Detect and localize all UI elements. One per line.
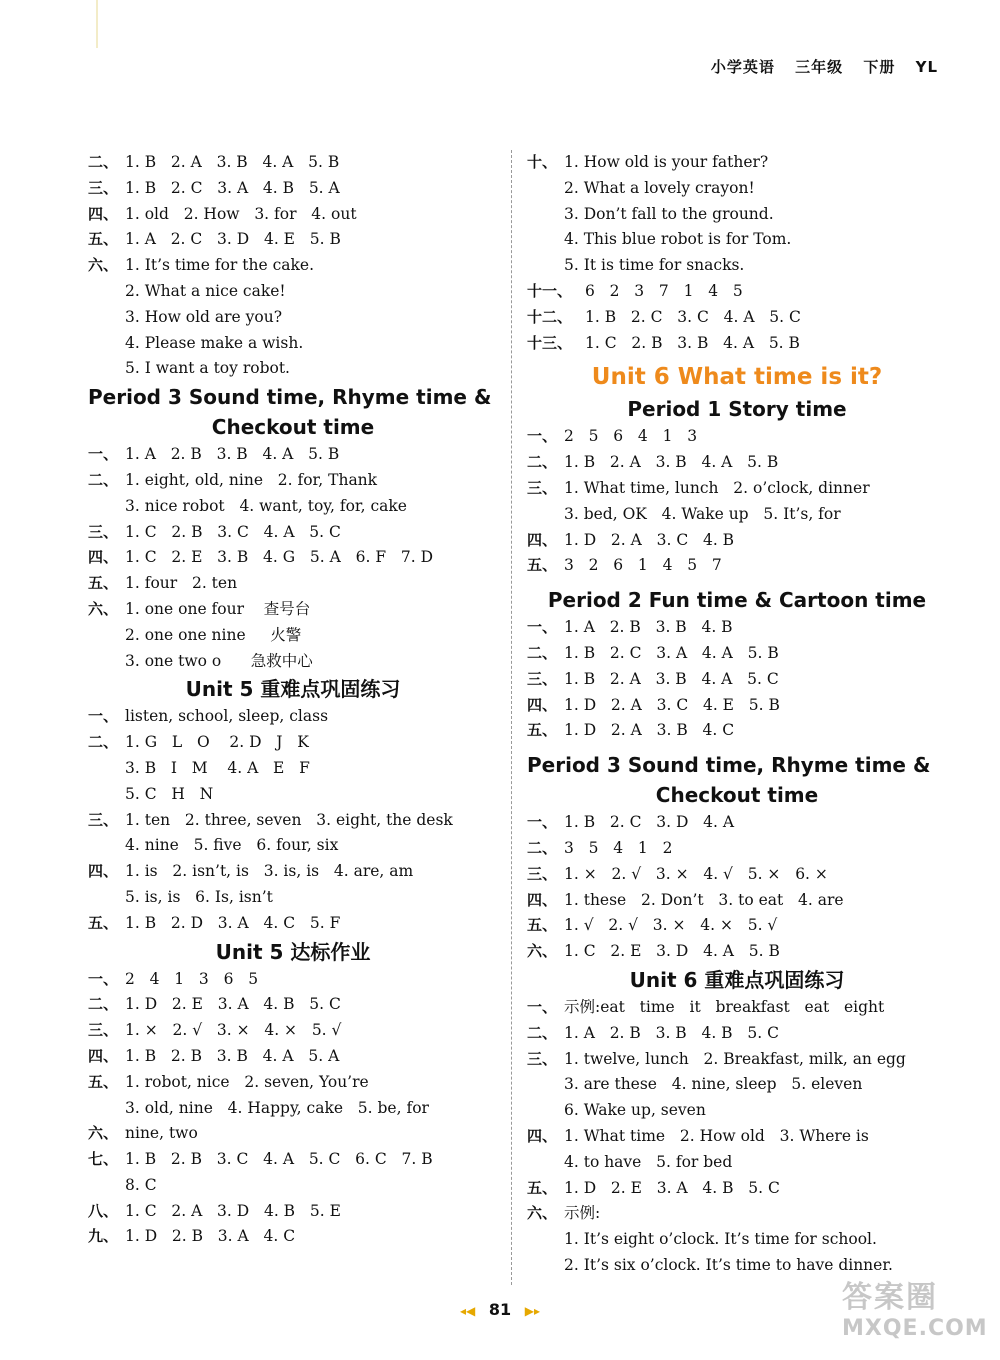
question-number: 五、 xyxy=(527,916,558,935)
answer-text: 3 2 6 1 4 5 7 xyxy=(564,556,722,575)
answer-text: 2 4 1 3 6 5 xyxy=(125,969,259,988)
answer-text: 1. A 2. B 3. B 4. B xyxy=(564,618,733,637)
answer-line xyxy=(88,150,498,176)
answer-line xyxy=(88,1224,498,1250)
answer-text: 3 5 4 1 2 xyxy=(564,838,673,857)
answer-line: 4. This blue robot is for Tom. xyxy=(564,230,792,249)
answer-text: 1. B 2. A 3. B 4. A 5. B xyxy=(125,153,340,171)
question-number: 一、 xyxy=(527,813,558,832)
answer-text: 1. B 2. A 3. B 4. A 5. C xyxy=(564,669,779,688)
answer-line: 1. It’s eight o’clock. It’s time for school. xyxy=(564,1230,877,1249)
answer-text: 1. these 2. Don’t 3. to eat 4. are xyxy=(564,890,844,909)
answer-text: 1. B 2. D 3. A 4. C 5. F xyxy=(125,913,341,932)
answer-text: 1. × 2. √ 3. × 4. × 5. √ xyxy=(125,1021,342,1040)
answer-line: 3. one two o 急救中心 xyxy=(125,651,313,670)
answer-line xyxy=(527,667,947,693)
question-number: 四、 xyxy=(88,862,119,881)
answer-line xyxy=(527,150,947,176)
answer-line: 3. are these 4. nine, sleep 5. eleven xyxy=(564,1075,863,1094)
question-number: 五、 xyxy=(88,574,119,593)
answer-text: 示例:eat time it breakfast eat eight xyxy=(564,997,885,1016)
header-subject: 小学英语 xyxy=(710,58,775,76)
answer-line xyxy=(88,227,498,253)
answer-text: 1. B 2. C 3. A 4. A 5. B xyxy=(564,643,779,662)
question-number: 二、 xyxy=(527,838,558,857)
page-header xyxy=(697,56,938,77)
answer-line xyxy=(88,1121,498,1147)
answer-line xyxy=(527,888,947,914)
answer-line xyxy=(88,730,498,756)
question-number: 五、 xyxy=(527,1178,558,1197)
question-number: 四、 xyxy=(527,530,558,549)
answer-line: 5. I want a toy robot. xyxy=(125,359,290,378)
answer-line xyxy=(527,1201,947,1227)
question-number: 五、 xyxy=(88,913,119,932)
answer-line xyxy=(527,450,947,476)
answer-line: 4. nine 5. five 6. four, six xyxy=(125,836,339,855)
question-number: 一、 xyxy=(88,445,119,464)
question-number: 五、 xyxy=(88,230,119,249)
page-number: 81 xyxy=(488,1300,512,1319)
question-number: 五、 xyxy=(527,556,558,575)
answer-line: 2. one one nine 火警 xyxy=(125,625,302,644)
question-number: 一、 xyxy=(527,427,558,446)
question-number: 三、 xyxy=(88,178,119,197)
column-divider xyxy=(511,150,512,1285)
answer-text: 1. B 2. C 3. C 4. A 5. C xyxy=(585,307,801,326)
answer-text: 1. four 2. ten xyxy=(125,574,238,593)
question-number: 三、 xyxy=(88,810,119,829)
answer-line xyxy=(88,704,498,730)
answer-line xyxy=(527,476,947,502)
answer-text: 1. C 2. E 3. D 4. A 5. B xyxy=(564,942,780,961)
answer-text: 1. It’s time for the cake. xyxy=(125,256,314,275)
right-column xyxy=(527,150,947,1279)
answer-line: 2. What a nice cake! xyxy=(125,281,286,300)
answer-line xyxy=(527,279,947,305)
answer-text: 6 2 3 7 1 4 5 xyxy=(585,281,743,300)
top-left-rule xyxy=(96,0,98,48)
answer-text: 1. B 2. B 3. C 4. A 5. C 6. C 7. B xyxy=(125,1150,433,1169)
answer-text: 1. C 2. B 3. B 4. A 5. B xyxy=(585,333,800,352)
question-number: 六、 xyxy=(527,942,558,961)
question-number: 六、 xyxy=(88,599,119,618)
answer-line xyxy=(527,939,947,965)
answer-text: 1. What time 2. How old 3. Where is xyxy=(564,1126,869,1145)
answer-line xyxy=(88,1147,498,1173)
answer-line xyxy=(88,545,498,571)
answer-text: 示例: xyxy=(564,1204,601,1223)
answer-line xyxy=(88,1199,498,1225)
question-number: 一、 xyxy=(527,997,558,1016)
unit-heading: Unit 6 What time is it? xyxy=(591,364,883,391)
section-title: Checkout time xyxy=(655,783,819,808)
question-number: 二、 xyxy=(88,470,119,489)
question-number: 二、 xyxy=(527,643,558,662)
question-number: 四、 xyxy=(527,1126,558,1145)
answer-text: 1. C 2. B 3. C 4. A 5. C xyxy=(125,522,341,541)
question-number: 三、 xyxy=(527,478,558,497)
answer-text: 1. robot, nice 2. seven, You’re xyxy=(125,1072,369,1091)
watermark-line1: 答案圈 xyxy=(842,1280,938,1315)
answer-line xyxy=(527,1021,947,1047)
watermark-logo xyxy=(842,1272,992,1350)
answer-line xyxy=(88,859,498,885)
answer-line xyxy=(527,913,947,939)
question-number: 一、 xyxy=(527,618,558,637)
question-number: 六、 xyxy=(88,1124,119,1143)
answer-line xyxy=(88,597,498,623)
question-number: 二、 xyxy=(527,1023,558,1042)
answer-line xyxy=(88,176,498,202)
answer-text: 2 5 6 4 1 3 xyxy=(564,427,698,446)
answer-text: nine, two xyxy=(125,1124,198,1143)
answer-line xyxy=(527,995,947,1021)
answer-text: 1. A 2. C 3. D 4. E 5. B xyxy=(125,230,341,249)
answer-text: 1. old 2. How 3. for 4. out xyxy=(125,204,357,223)
answer-line xyxy=(527,331,947,357)
question-number: 四、 xyxy=(88,204,119,223)
answer-line xyxy=(527,1176,947,1202)
question-number: 六、 xyxy=(527,1204,558,1223)
answer-text: 1. G L O 2. D J K xyxy=(125,733,309,752)
header-edition: YL xyxy=(915,58,938,76)
answer-line xyxy=(527,528,947,554)
answer-line xyxy=(88,442,498,468)
watermark-line2: MXQE.COM xyxy=(842,1316,988,1341)
answer-line: 3. old, nine 4. Happy, cake 5. be, for xyxy=(125,1098,429,1117)
question-number: 三、 xyxy=(527,864,558,883)
answer-text: 1. √ 2. √ 3. × 4. × 5. √ xyxy=(564,916,778,935)
header-volume: 下册 xyxy=(863,58,896,76)
question-number: 一、 xyxy=(88,707,119,726)
section-title: Checkout time xyxy=(211,415,375,440)
section-title: Period 3 Sound time, Rhyme time & xyxy=(527,753,931,778)
section-title: Period 2 Fun time & Cartoon time xyxy=(547,588,927,613)
answer-line xyxy=(88,468,498,494)
answer-text: 1. B 2. C 3. D 4. A xyxy=(564,813,735,832)
answer-line xyxy=(88,911,498,937)
answer-text: 1. D 2. B 3. A 4. C xyxy=(125,1227,296,1246)
question-number: 十二、 xyxy=(527,307,573,326)
answer-line: 8. C xyxy=(125,1175,157,1194)
answer-text: 1. ten 2. three, seven 3. eight, the desk xyxy=(125,810,453,829)
answer-line: 5. It is time for snacks. xyxy=(564,256,745,275)
answer-text: 1. B 2. B 3. B 4. A 5. A xyxy=(125,1046,340,1065)
answer-line xyxy=(88,520,498,546)
question-number: 十一、 xyxy=(527,281,573,300)
question-number: 五、 xyxy=(527,721,558,740)
answer-text: 1. A 2. B 3. B 4. B 5. C xyxy=(564,1023,779,1042)
question-number: 一、 xyxy=(88,969,119,988)
question-number: 四、 xyxy=(527,695,558,714)
question-number: 三、 xyxy=(527,1049,558,1068)
answer-line: 3. Don’t fall to the ground. xyxy=(564,204,774,223)
answer-line xyxy=(88,1044,498,1070)
question-number: 二、 xyxy=(527,453,558,472)
answer-text: 1. A 2. B 3. B 4. A 5. B xyxy=(125,445,340,464)
answer-text: 1. D 2. A 3. C 4. B xyxy=(564,530,735,549)
answer-text: 1. D 2. A 3. C 4. E 5. B xyxy=(564,695,780,714)
question-number: 十三、 xyxy=(527,333,573,352)
answer-line: 5. is, is 6. Is, isn’t xyxy=(125,887,273,906)
answer-line xyxy=(527,1047,947,1073)
answer-line xyxy=(527,836,947,862)
answer-text: 1. is 2. isn’t, is 3. is, is 4. are, am xyxy=(125,862,414,881)
answer-text: 1. twelve, lunch 2. Breakfast, milk, an egg xyxy=(564,1049,906,1068)
answer-line xyxy=(527,1124,947,1150)
answer-text: 1. D 2. E 3. A 4. B 5. C xyxy=(125,995,341,1014)
question-number: 八、 xyxy=(88,1201,119,1220)
answer-line: 3. bed, OK 4. Wake up 5. It’s, for xyxy=(564,504,841,523)
section-title: Period 3 Sound time, Rhyme time & xyxy=(88,385,492,410)
question-number: 四、 xyxy=(527,890,558,909)
answer-line xyxy=(88,253,498,279)
prev-page-icon[interactable]: ◂◀ xyxy=(460,1304,476,1318)
answer-text: listen, school, sleep, class xyxy=(125,707,329,726)
answer-line: 4. to have 5. for bed xyxy=(564,1152,733,1171)
answer-line xyxy=(527,862,947,888)
answer-line xyxy=(88,967,498,993)
answer-text: 1. C 2. E 3. B 4. G 5. A 6. F 7. D xyxy=(125,548,434,567)
answer-text: 1. What time, lunch 2. o’clock, dinner xyxy=(564,478,870,497)
question-number: 二、 xyxy=(88,733,119,752)
answer-line xyxy=(527,553,947,579)
question-number: 二、 xyxy=(88,995,119,1014)
answer-line: 3. nice robot 4. want, toy, for, cake xyxy=(125,496,407,515)
answer-line xyxy=(527,641,947,667)
answer-line xyxy=(88,571,498,597)
section-title: Unit 5 重难点巩固练习 xyxy=(185,677,401,702)
section-title: Unit 6 重难点巩固练习 xyxy=(629,967,845,992)
section-title: Period 1 Story time xyxy=(627,397,847,422)
answer-line: 2. It’s six o’clock. It’s time to have dinner. xyxy=(564,1255,893,1274)
answer-line: 5. C H N xyxy=(125,784,214,803)
answer-text: 1. one one four 查号台 xyxy=(125,599,311,618)
answer-line: 3. B I M 4. A E F xyxy=(125,758,310,777)
answer-line: 6. Wake up, seven xyxy=(564,1101,706,1120)
answer-line: 3. How old are you? xyxy=(125,307,283,326)
question-number: 六、 xyxy=(88,256,119,275)
question-number: 三、 xyxy=(527,669,558,688)
answer-text: 1. C 2. A 3. D 4. B 5. E xyxy=(125,1201,341,1220)
question-number: 三、 xyxy=(88,1021,119,1040)
answer-line xyxy=(527,305,947,331)
answer-text: 1. D 2. E 3. A 4. B 5. C xyxy=(564,1178,780,1197)
header-grade: 三年级 xyxy=(795,58,844,76)
answer-line xyxy=(527,718,947,744)
answer-line xyxy=(527,693,947,719)
answer-text: 1. B 2. A 3. B 4. A 5. B xyxy=(564,453,779,472)
answer-line xyxy=(88,202,498,228)
question-number: 九、 xyxy=(88,1227,119,1246)
question-number: 十、 xyxy=(527,153,558,171)
question-number: 四、 xyxy=(88,548,119,567)
answer-line xyxy=(88,1018,498,1044)
question-number: 四、 xyxy=(88,1046,119,1065)
answer-line xyxy=(88,808,498,834)
question-number: 五、 xyxy=(88,1072,119,1091)
answer-line xyxy=(88,1070,498,1096)
answer-text: 1. How old is your father? xyxy=(564,153,769,171)
answer-text: 1. D 2. A 3. B 4. C xyxy=(564,721,735,740)
answer-text: 1. × 2. √ 3. × 4. √ 5. × 6. × xyxy=(564,864,828,883)
left-column xyxy=(88,150,498,1250)
answer-line xyxy=(88,992,498,1018)
answer-text: 1. eight, old, nine 2. for, Thank xyxy=(125,470,378,489)
question-number: 七、 xyxy=(88,1150,119,1169)
answer-line: 4. Please make a wish. xyxy=(125,333,304,352)
answer-line: 2. What a lovely crayon! xyxy=(564,178,755,197)
question-number: 三、 xyxy=(88,522,119,541)
answer-line xyxy=(527,810,947,836)
next-page-icon[interactable]: ▶▸ xyxy=(524,1304,540,1318)
section-title: Unit 5 达标作业 xyxy=(215,939,371,964)
answer-line xyxy=(527,424,947,450)
question-number: 二、 xyxy=(88,153,119,171)
answer-line xyxy=(527,615,947,641)
answer-text: 1. B 2. C 3. A 4. B 5. A xyxy=(125,178,340,197)
